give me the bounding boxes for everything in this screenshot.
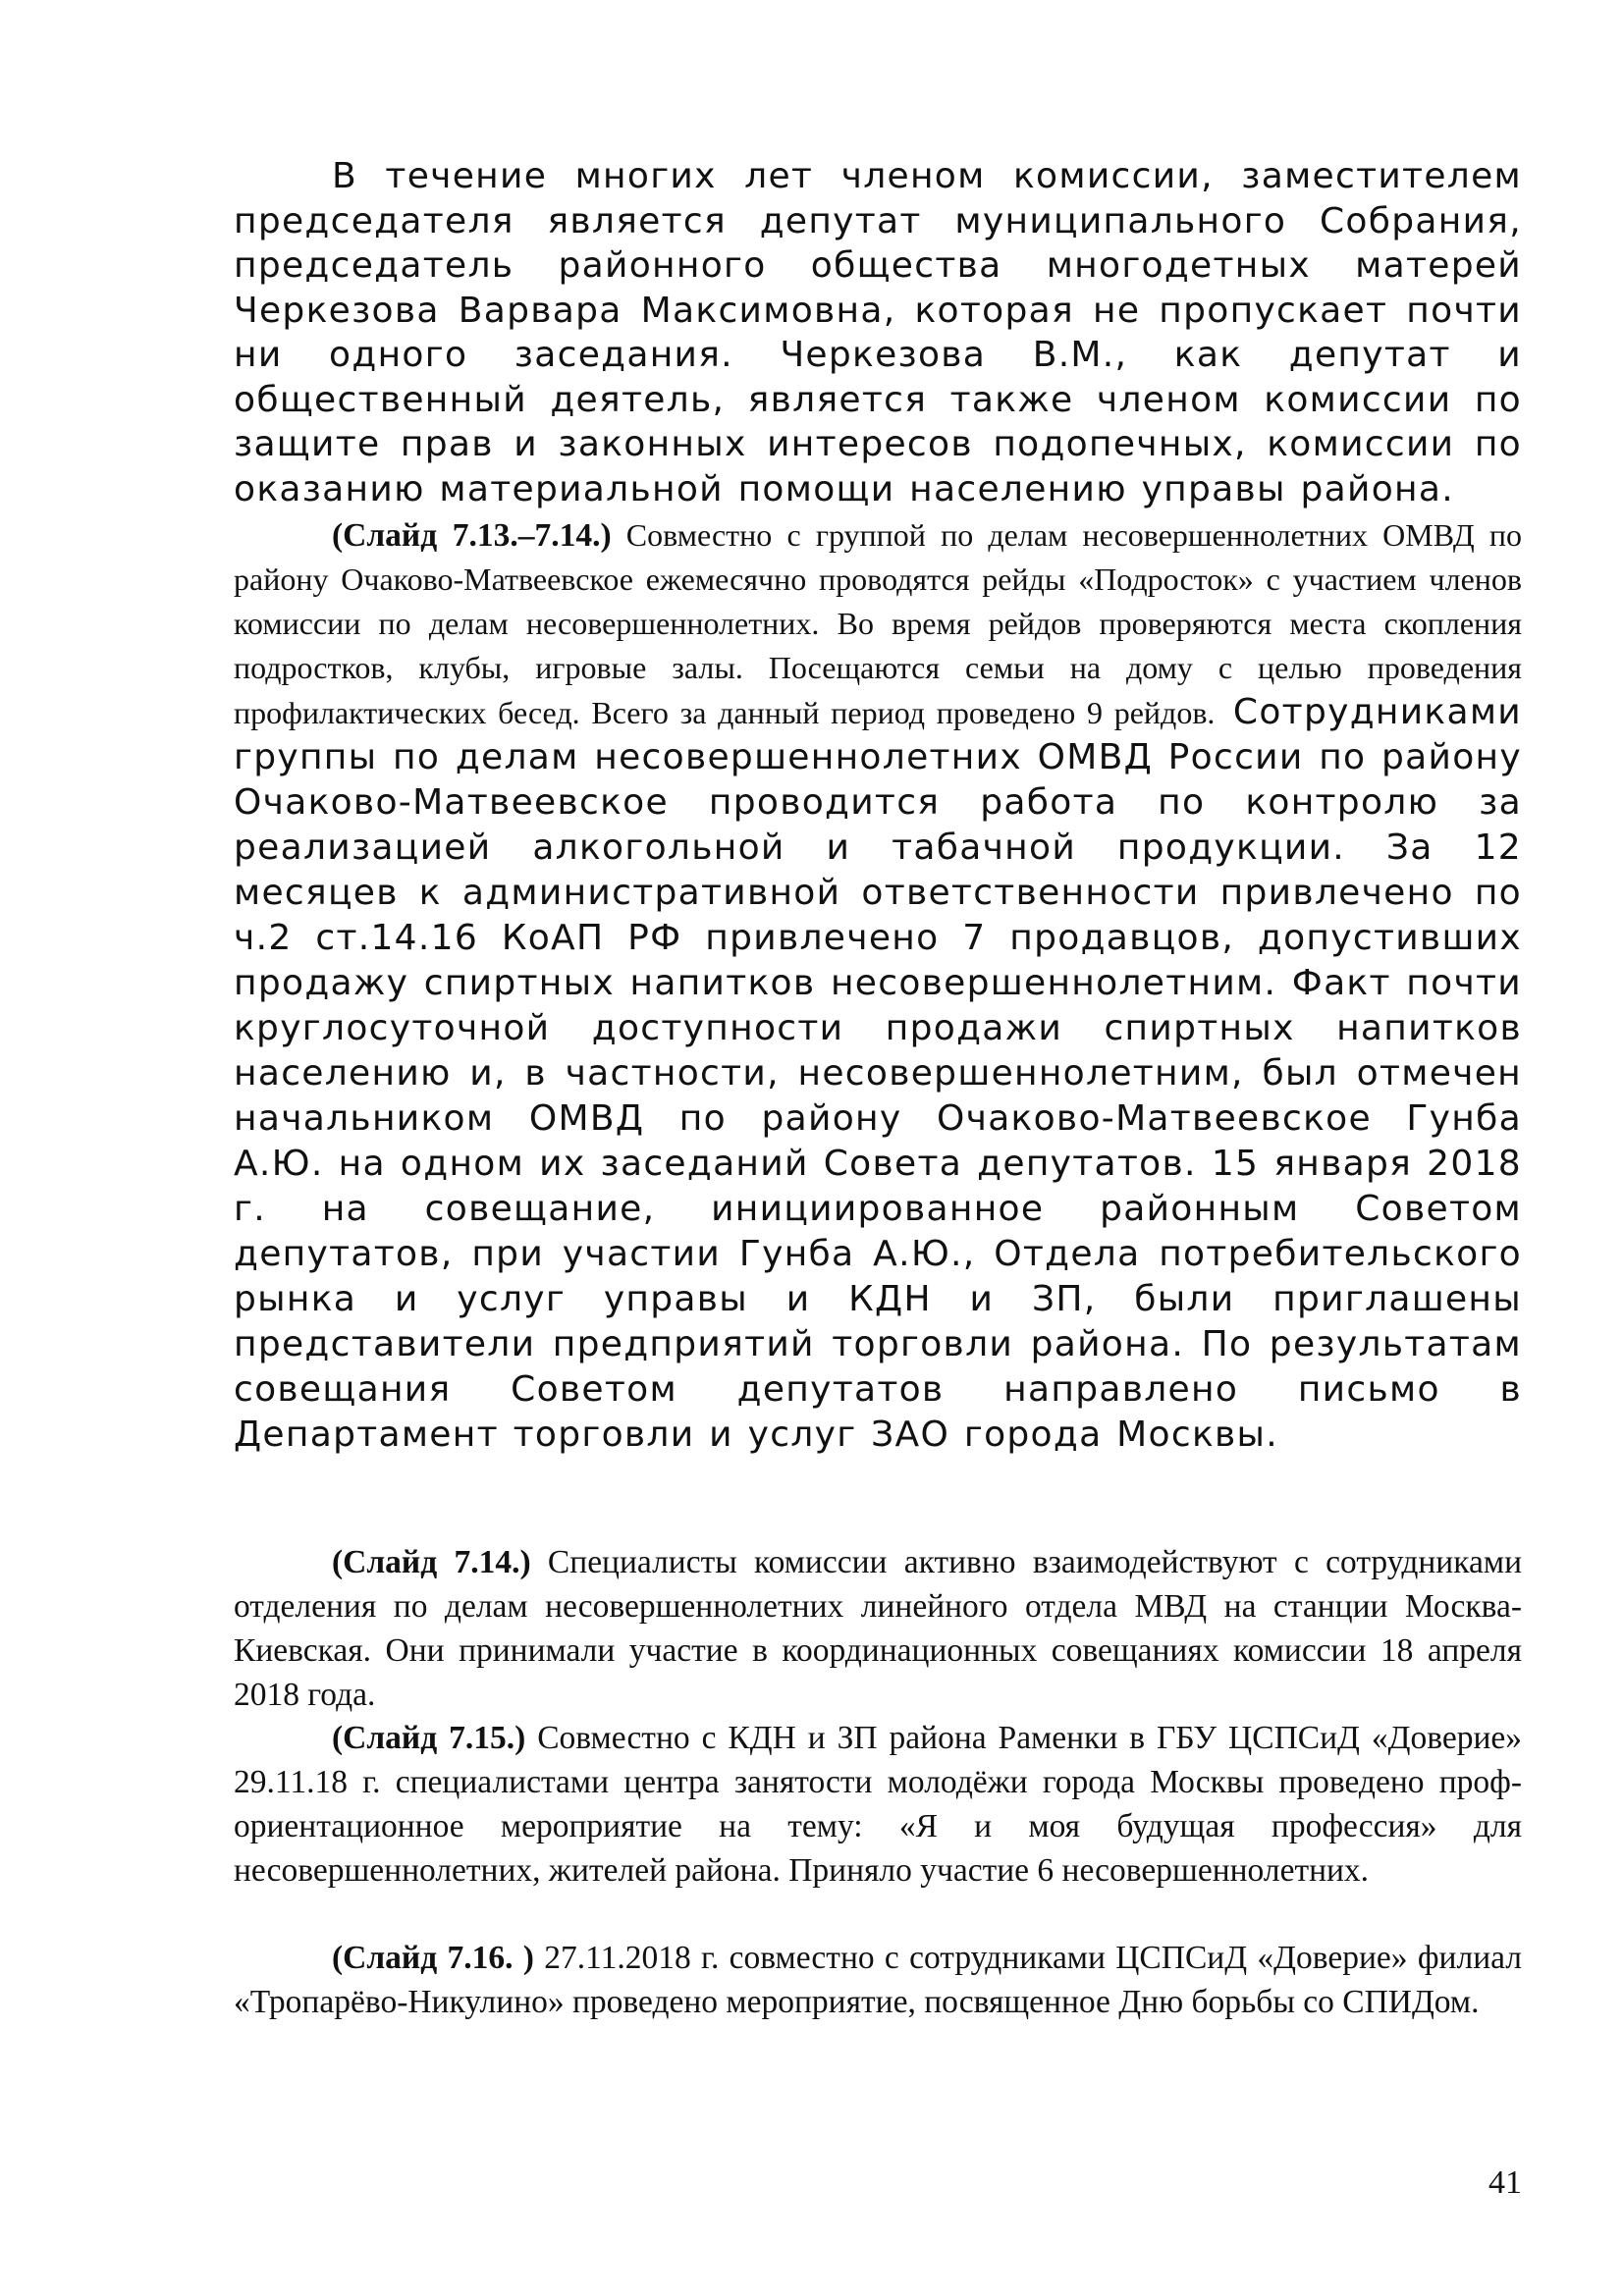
slide-reference: (Слайд 7.14.) bbox=[332, 1544, 531, 1580]
page-number: 41 bbox=[1488, 2164, 1522, 2201]
paragraph-career-event bbox=[234, 1716, 1522, 1893]
paragraph-cherkezova: В течение многих лет членом комиссии, заместителем председателя является депутат муниципального Собрания, председатель районного общества многодетных матерей Черкезова Варвара Максимовна, которая не пропускает почти ни одного заседания. Черкезова В.М., как депутат и общественный деятель, является также членом комиссии по защите прав и законных интересов подопечных, комиссии по оказанию материальной помощи населению управы района. bbox=[234, 156, 1522, 509]
slide-reference: (Слайд 7.15.) bbox=[332, 1720, 526, 1756]
slide-reference: (Слайд 7.16. ) bbox=[332, 1940, 534, 1976]
paragraph-aids-day-text: 27.11.2018 г. совместно с сотрудниками ЦСПСиД «Доверие» филиал «Тропарёво-Никулино» проведено мероприятие, посвященное Дню борьбы со СПИДом. bbox=[234, 1940, 1522, 2020]
paragraph-aids-day bbox=[234, 1936, 1522, 2024]
paragraph-raids bbox=[234, 513, 1522, 1458]
paragraph-transport-police bbox=[234, 1540, 1522, 1717]
paragraph-career-event-text: Совместно с КДН и ЗП района Раменки в ГБУ ЦСПСиД «Доверие» 29.11.18 г. специалистами центра занятости молодёжи города Москвы проведено проф-ориентационное мероприятие на тему: «Я и моя будущая профессия» для несовершеннолетних, жителей района. Приняло участие 6 несовершеннолетних. bbox=[234, 1720, 1522, 1889]
slide-reference: (Слайд 7.13.–7.14.) bbox=[332, 517, 612, 554]
paragraph-raids-sans-text: Сотрудниками группы по делам несовершеннолетних ОМВД России по району Очаково-Матвеевское проводится работа по контролю за реализацией алкогольной и табачной продукции. За 12 месяцев к административной ответственности привлечено по ч.2 ст.14.16 КоАП РФ привлечено 7 продавцов, допустивших продажу спиртных напитков несовершеннолетним. Факт почти круглосуточной доступности продажи спиртных напитков населению и, в частности, несовершеннолетним, был отмечен начальником ОМВД по району Очаково-Матвеевское Гунба А.Ю. на одном их заседаний Совета депутатов. 15 января 2018 г. на совещание, инициированное районным Советом депутатов, при участии Гунба А.Ю., Отдела потребительского рынка и услуг управы и КДН и ЗП, были приглашены представители предприятий торговли района. По результатам совещания Советом депутатов направлено письмо в Департамент торговли и услуг ЗАО города Москвы. bbox=[234, 692, 1522, 1455]
paragraph-raids-serif-text: Совместно с группой по делам несовершеннолетних ОМВД по району Очаково-Матвеевское ежемесячно проводятся рейды «Подросток» с участием членов комиссии по делам несовершеннолетних. Во время рейдов проверяются места скопления подростков, клубы, игровые залы. Посещаются семьи на дому с целью проведения профилактических бесед. Всего за данный период проведено 9 рейдов. bbox=[234, 517, 1523, 730]
paragraph-transport-police-text: Специалисты комиссии активно взаимодействуют с сотрудниками отделения по делам несовершеннолетних линейного отдела МВД на станции Москва-Киевская. Они принимали участие в координационных совещаниях комиссии 18 апреля 2018 года. bbox=[234, 1544, 1523, 1713]
